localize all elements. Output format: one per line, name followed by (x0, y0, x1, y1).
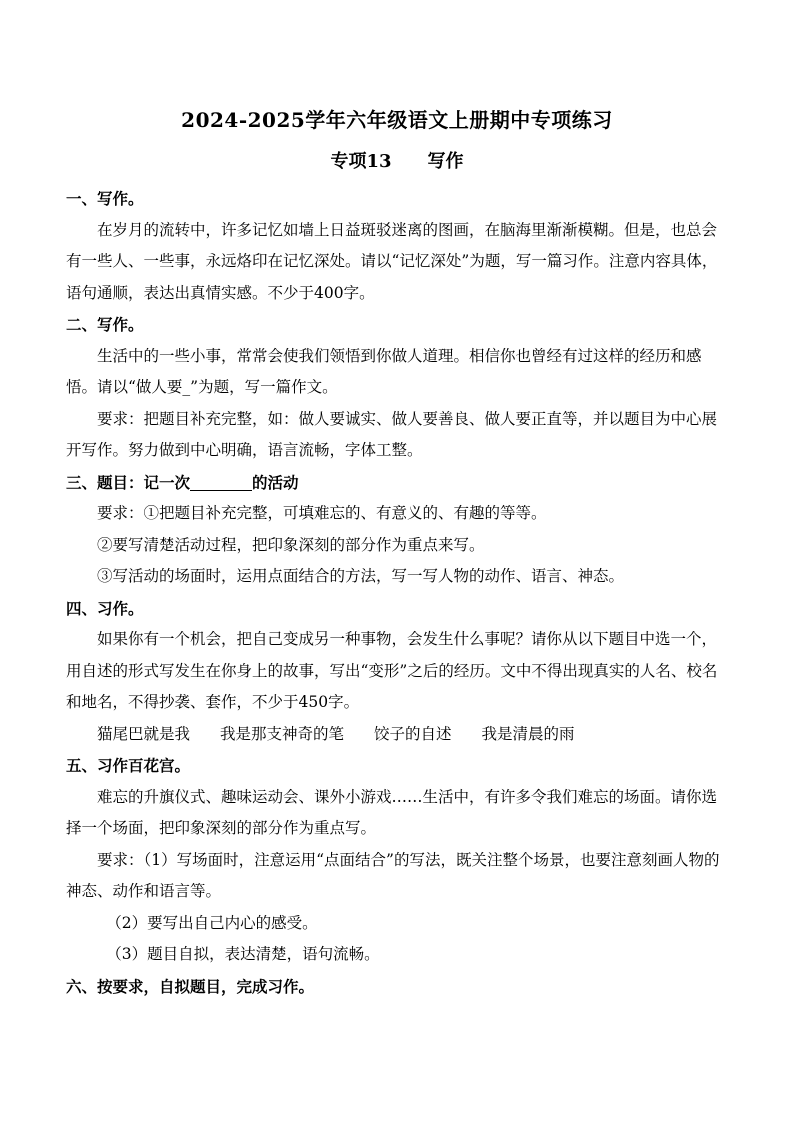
section-4-topic-options (66, 719, 730, 751)
document-body (66, 183, 730, 1002)
topic-option: 我是那支神奇的笔 (220, 724, 345, 743)
section-5-paragraph: 难忘的升旗仪式、趣味运动会、课外小游戏……生活中，有许多令我们难忘的场面。请你选择一个场面，把印象深刻的部分作为重点写。 (66, 787, 718, 837)
subtitle-topic: 写作 (427, 151, 464, 172)
topic-option: 我是清晨的雨 (481, 724, 575, 743)
fill-in-blank (190, 472, 252, 491)
section-2-requirements: 要求：把题目补充完整，如：做人要诚实、做人要善良、做人要正直等，并以题目为中心展开写作。努力做到中心明确，语言流畅，字体工整。 (66, 409, 718, 459)
section-5-requirement-1: 要求：（1）写场面时，注意运用“点面结合”的写法，既关注整个场景，也要注意刻画人物的神态、动作和语言等。 (66, 850, 720, 900)
section-5-requirement-2: （2）要写出自己内心的感受。 (106, 913, 318, 932)
section-1-paragraph: 在岁月的流转中，许多记忆如墙上日益斑驳迷离的图画，在脑海里渐渐模糊。但是，也总会有一些人、一些事，永远烙印在记忆深处。请以“记忆深处”为题，写一篇习作。注意内容具体，语句通顺，表达出真情实感。不少于400字。 (66, 220, 718, 302)
section-heading-6: 六、按要求，自拟题目，完成习作。 (66, 976, 315, 996)
section-heading-5: 五、习作百花宫。 (66, 756, 191, 775)
topic-option: 饺子的自述 (374, 724, 452, 743)
page-subtitle (0, 147, 794, 173)
subtitle-number: 专项13 (330, 151, 392, 172)
section-heading-3 (66, 467, 730, 499)
section-5-requirement-3: （3）题目自拟，表达清楚，语句流畅。 (106, 945, 380, 963)
section-3-requirement-3: ③写活动的场面时，运用点面结合的方法，写一写人物的动作、语言、神态。 (97, 567, 625, 585)
section-4-paragraph: 如果你有一个机会，把自己变成另一种事物，会发生什么事呢？请你从以下题目中选一个，用自述的形式写发生在你身上的故事，写出“变形”之后的经历。文中不得出现真实的人名、校名和地名，不得抄袭、套作，不少于450字。 (66, 630, 718, 711)
section-3-heading-prefix: 三、题目：记一次 (66, 472, 191, 492)
page-title: 2024-2025学年六年级语文上册期中专项练习 (181, 108, 613, 132)
section-heading-2: 二、写作。 (66, 315, 144, 334)
section-heading-1: 一、写作。 (66, 189, 144, 208)
section-2-paragraph-1: 生活中的一些小事，常常会使我们领悟到你做人道理。相信你也曾经有过这样的经历和感悟。请以“做人要_”为题，写一篇作文。 (66, 346, 702, 396)
section-3-requirement-2: ②要写清楚活动过程，把印象深刻的部分作为重点来写。 (97, 535, 485, 554)
section-3-requirement-1: 要求：①把题目补充完整，可填难忘的、有意义的、有趣的等等。 (97, 504, 547, 522)
topic-option: 猫尾巴就是我 (97, 724, 191, 743)
section-3-heading-suffix: 的活动 (252, 472, 299, 492)
section-heading-4: 四、习作。 (66, 598, 144, 618)
